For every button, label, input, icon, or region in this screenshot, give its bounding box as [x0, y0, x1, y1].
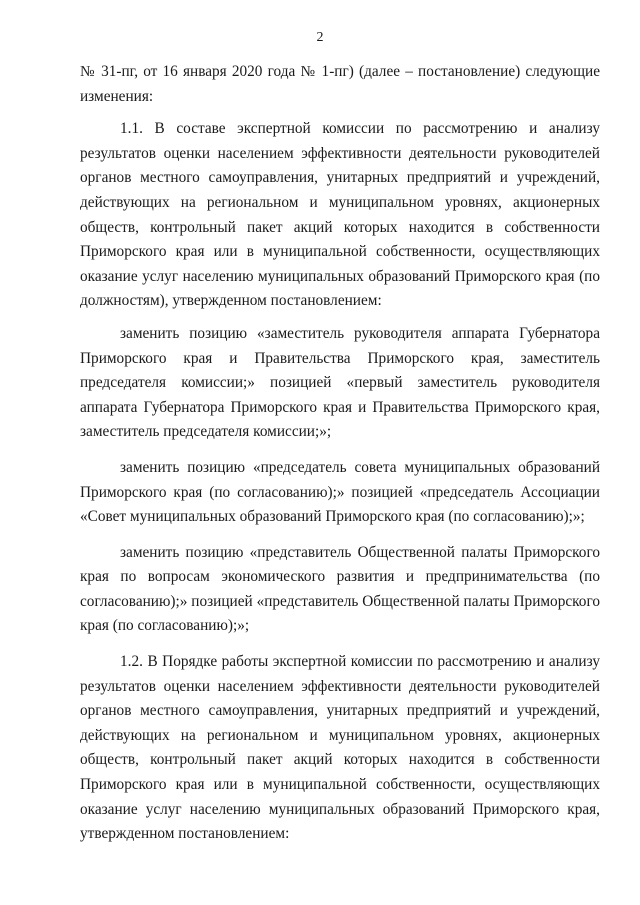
paragraph-1-1: 1.1. В составе экспертной комиссии по рассмотрению и анализу результатов оценки населением эффективности деятельности руководителей органов местного самоуправления, унитарных предприятий и учреждений, действующих на региональном и муниципальном уровнях, акционерных обществ, контрольный пакет акций которых находится в собственности Приморского края или в муниципальной собственности, осуществляющих оказание услуг населению муниципальных образований Приморского края (по должностям), утвержденном постановлением: — [80, 120, 600, 310]
paragraph-replace-deputy: заменить позицию «заместитель руководителя аппарата Губернатора Приморского края и Правительства Приморского края, заместитель председателя комиссии;» позицией «первый заместитель руководителя аппарата Губернатора Приморского края и Правительства Приморского края, заместитель председателя комиссии;»; — [80, 324, 600, 441]
paragraph-intro-continuation: № 31-пг, от 16 января 2020 года № 1-пг) (далее – постановление) следующие изменения: — [80, 63, 600, 105]
document-body — [80, 60, 600, 847]
paragraph-replace-council: заменить позицию «председатель совета муниципальных образований Приморского края (по согласованию);» позицией «председатель Ассоциации «Совет муниципальных образований Приморского края (по согласованию);»; — [80, 458, 600, 526]
paragraph-1-2: 1.2. В Порядке работы экспертной комиссии по рассмотрению и анализу результатов оценки населением эффективности деятельности руководителей органов местного самоуправления, унитарных предприятий и учреждений, действующих на региональном и муниципальном уровнях, акционерных обществ, контрольный пакет акций которых находится в собственности Приморского края или в муниципальной собственности, осуществляющих оказание услуг населению муниципальных образований Приморского края, утвержденном постановлением: — [80, 653, 600, 843]
paragraph-replace-public-chamber: заменить позицию «представитель Общественной палаты Приморского края по вопросам экономического развития и предпринимательства (по согласованию);» позицией «представитель Общественной палаты Приморского края (по согласованию);»; — [80, 543, 600, 635]
page-number: 2 — [316, 30, 324, 45]
